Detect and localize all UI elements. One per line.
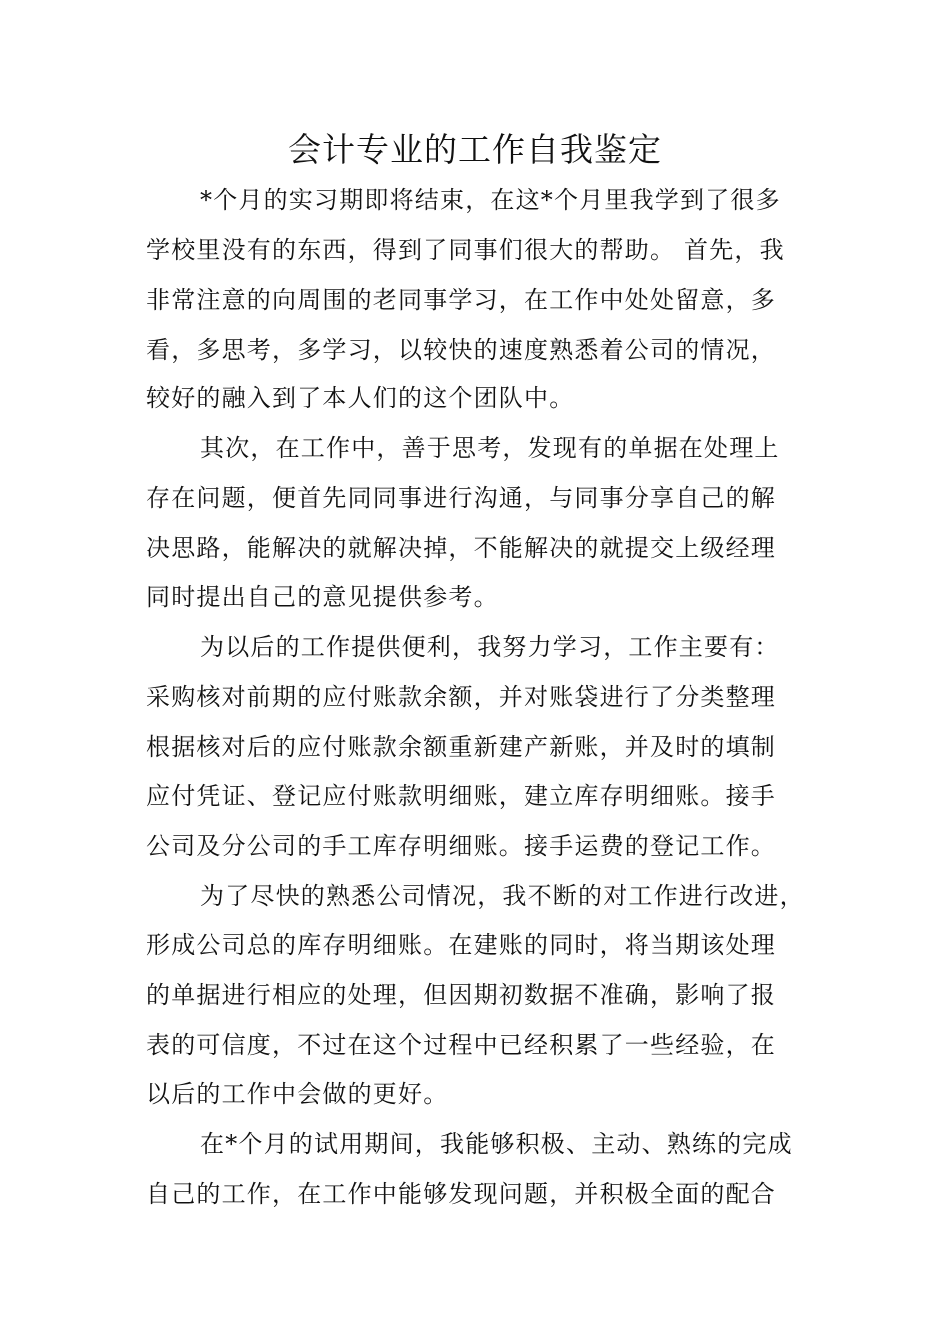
paragraph-1-line-4: 看，多思考，多学习，以较快的速度熟悉着公司的情况， (146, 336, 776, 364)
paragraph-3-line-3: 根据核对后的应付账款余额重新建产新账，并及时的填制 (146, 733, 776, 761)
paragraph-2-line-2: 存在问题，便首先同同事进行沟通，与同事分享自己的解 (146, 484, 776, 512)
paragraph-3-line-1: 为以后的工作提供便利，我努力学习，工作主要有： (200, 633, 780, 661)
paragraph-5-line-2: 自己的工作，在工作中能够发现问题，并积极全面的配合 (146, 1180, 776, 1208)
paragraph-2-line-4: 同时提出自己的意见提供参考。 (146, 583, 499, 611)
paragraph-4-line-1: 为了尽快的熟悉公司情况，我不断的对工作进行改进， (200, 882, 805, 910)
paragraph-4-line-5: 以后的工作中会做的更好。 (146, 1080, 449, 1108)
paragraph-1-line-2: 学校里没有的东西，得到了同事们很大的帮助。 首先，我 (146, 236, 785, 264)
paragraph-3-line-5: 公司及分公司的手工库存明细账。接手运费的登记工作。 (146, 832, 776, 860)
paragraph-2-line-3: 决思路，能解决的就解决掉，不能解决的就提交上级经理 (146, 534, 776, 562)
document-title: 会计专业的工作自我鉴定 (288, 130, 662, 169)
paragraph-1-line-3: 非常注意的向周围的老同事学习，在工作中处处留意，多 (146, 286, 776, 314)
paragraph-4-line-4: 表的可信度，不过在这个过程中已经积累了一些经验，在 (146, 1031, 776, 1059)
paragraph-5-line-1: 在*个月的试用期间，我能够积极、主动、熟练的完成 (200, 1130, 793, 1158)
paragraph-3-line-2: 采购核对前期的应付账款余额，并对账袋进行了分类整理 (146, 683, 776, 711)
paragraph-4-line-2: 形成公司总的库存明细账。在建账的同时，将当期该处理 (146, 931, 776, 959)
paragraph-4-line-3: 的单据进行相应的处理，但因期初数据不准确，影响了报 (146, 981, 776, 1009)
paragraph-2-line-1: 其次，在工作中，善于思考，发现有的单据在处理上 (200, 434, 780, 462)
paragraph-3-line-4: 应付凭证、登记应付账款明细账，建立库存明细账。接手 (146, 782, 776, 810)
paragraph-1-line-5: 较好的融入到了本人们的这个团队中。 (146, 384, 575, 412)
paragraph-1-line-1: *个月的实习期即将结束，在这*个月里我学到了很多 (200, 186, 781, 214)
